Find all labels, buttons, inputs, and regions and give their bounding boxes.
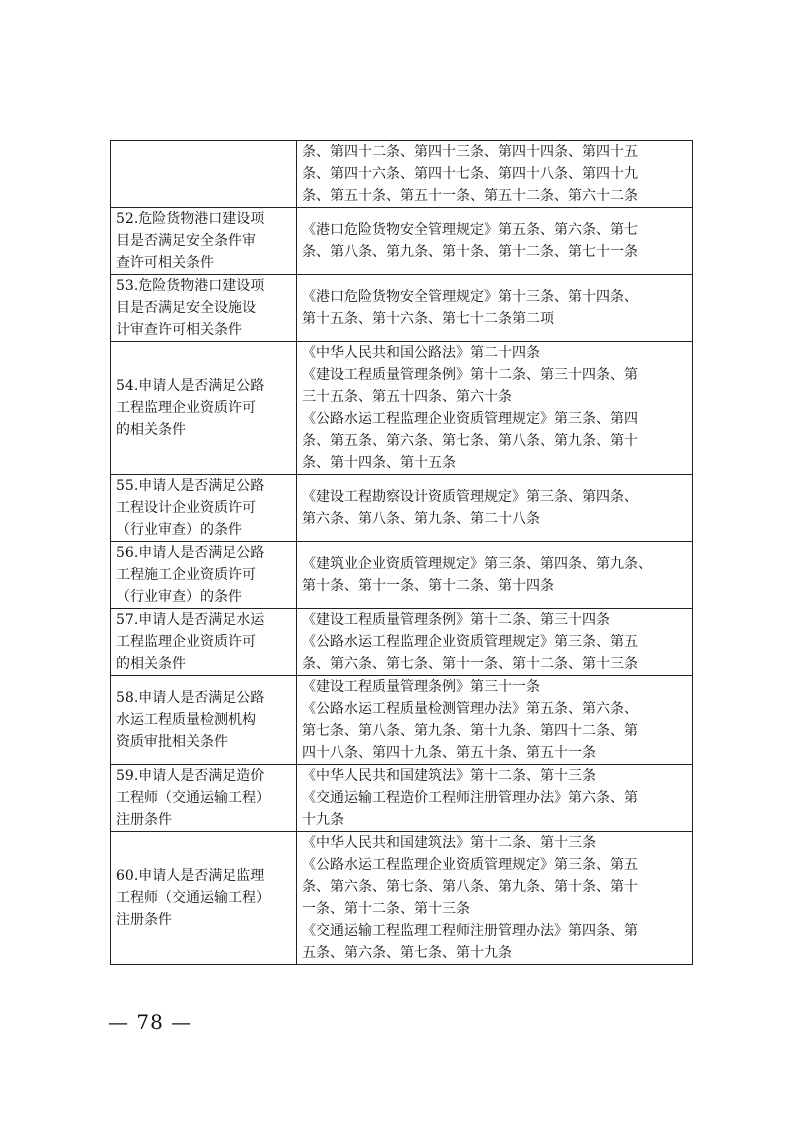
table-row bbox=[111, 609, 693, 676]
table-body bbox=[111, 141, 693, 965]
item-text: 54.申请人是否满足公路 工程监理企业资质许可 的相关条件 bbox=[116, 378, 265, 438]
basis-text: 条、第四十二条、第四十三条、第四十四条、第四十五 条、第四十六条、第四十七条、第四十八条、第四十九 条、第五十条、第五十一条、第五十二条、第六十二条 bbox=[302, 144, 638, 204]
basis-cell bbox=[297, 275, 693, 342]
table-row bbox=[111, 141, 693, 208]
basis-text: 《中华人民共和国建筑法》第十二条、第十三条 《交通运输工程造价工程师注册管理办法》第六条、第 十九条 bbox=[302, 768, 638, 828]
basis-text: 《建设工程勘察设计资质管理规定》第三条、第四条、 第六条、第八条、第九条、第二十八条 bbox=[302, 489, 638, 527]
basis-text: 《建设工程质量管理条例》第三十一条 《公路水运工程质量检测管理办法》第五条、第六条、 第七条、第八条、第九条、第十九条、第四十二条、第 四十八条、第四十九条、第五十条、第五十一条 bbox=[302, 679, 638, 761]
basis-text: 《中华人民共和国公路法》第二十四条 《建设工程质量管理条例》第十二条、第三十四条、第 三十五条、第五十四条、第六十条 《公路水运工程监理企业资质管理规定》第三条、第四 条、第五条、第六条、第七条、第八条、第九条、第十 条、第十四条、第十五条 bbox=[302, 345, 638, 471]
item-cell bbox=[111, 542, 297, 609]
basis-text: 《建设工程质量管理条例》第十二条、第三十四条 《公路水运工程监理企业资质管理规定》第三条、第五 条、第六条、第七条、第十一条、第十二条、第十三条 bbox=[302, 612, 638, 672]
item-cell bbox=[111, 141, 297, 208]
item-text: 58.申请人是否满足公路 水运工程质量检测机构 资质审批相关条件 bbox=[116, 690, 265, 750]
item-cell bbox=[111, 609, 297, 676]
table-row bbox=[111, 208, 693, 275]
page-number: — 78 — bbox=[108, 1010, 193, 1034]
table-row bbox=[111, 832, 693, 965]
item-text: 60.申请人是否满足监理 工程师（交通运输工程） 注册条件 bbox=[116, 868, 270, 928]
basis-text: 《港口危险货物安全管理规定》第五条、第六条、第七 条、第八条、第九条、第十条、第十二条、第七十一条 bbox=[302, 222, 638, 260]
item-cell bbox=[111, 475, 297, 542]
item-text: 56.申请人是否满足公路 工程施工企业资质许可 （行业审查）的条件 bbox=[116, 545, 265, 605]
item-text: 55.申请人是否满足公路 工程设计企业资质许可 （行业审查）的条件 bbox=[116, 478, 265, 538]
item-cell bbox=[111, 676, 297, 765]
basis-cell bbox=[297, 542, 693, 609]
table-row bbox=[111, 475, 693, 542]
basis-text: 《建筑业企业资质管理规定》第三条、第四条、第九条、 第十条、第十一条、第十二条、第十四条 bbox=[302, 556, 652, 594]
item-text: 52.危险货物港口建设项 目是否满足安全条件审 查许可相关条件 bbox=[116, 211, 265, 271]
item-cell bbox=[111, 342, 297, 475]
table-row bbox=[111, 342, 693, 475]
item-cell bbox=[111, 275, 297, 342]
basis-cell bbox=[297, 141, 693, 208]
item-text: 59.申请人是否满足造价 工程师（交通运输工程） 注册条件 bbox=[116, 768, 270, 828]
basis-cell bbox=[297, 832, 693, 965]
item-text: 57.申请人是否满足水运 工程监理企业资质许可 的相关条件 bbox=[116, 612, 265, 672]
item-cell bbox=[111, 208, 297, 275]
table-row bbox=[111, 275, 693, 342]
basis-cell bbox=[297, 765, 693, 832]
basis-cell bbox=[297, 609, 693, 676]
basis-cell bbox=[297, 342, 693, 475]
table-row bbox=[111, 676, 693, 765]
regulation-table bbox=[110, 140, 693, 965]
item-cell bbox=[111, 765, 297, 832]
table-row bbox=[111, 765, 693, 832]
basis-cell bbox=[297, 676, 693, 765]
basis-text: 《港口危险货物安全管理规定》第十三条、第十四条、 第十五条、第十六条、第七十二条第二项 bbox=[302, 289, 638, 327]
item-cell bbox=[111, 832, 297, 965]
table-row bbox=[111, 542, 693, 609]
basis-cell bbox=[297, 208, 693, 275]
basis-text: 《中华人民共和国建筑法》第十二条、第十三条 《公路水运工程监理企业资质管理规定》第三条、第五 条、第六条、第七条、第八条、第九条、第十条、第十 一条、第十二条、第十三条 《交通运输工程监理工程师注册管理办法》第四条、第 五条、第六条、第七条、第十九条 bbox=[302, 835, 638, 961]
basis-cell bbox=[297, 475, 693, 542]
item-text: 53.危险货物港口建设项 目是否满足安全设施设 计审查许可相关条件 bbox=[116, 278, 265, 338]
